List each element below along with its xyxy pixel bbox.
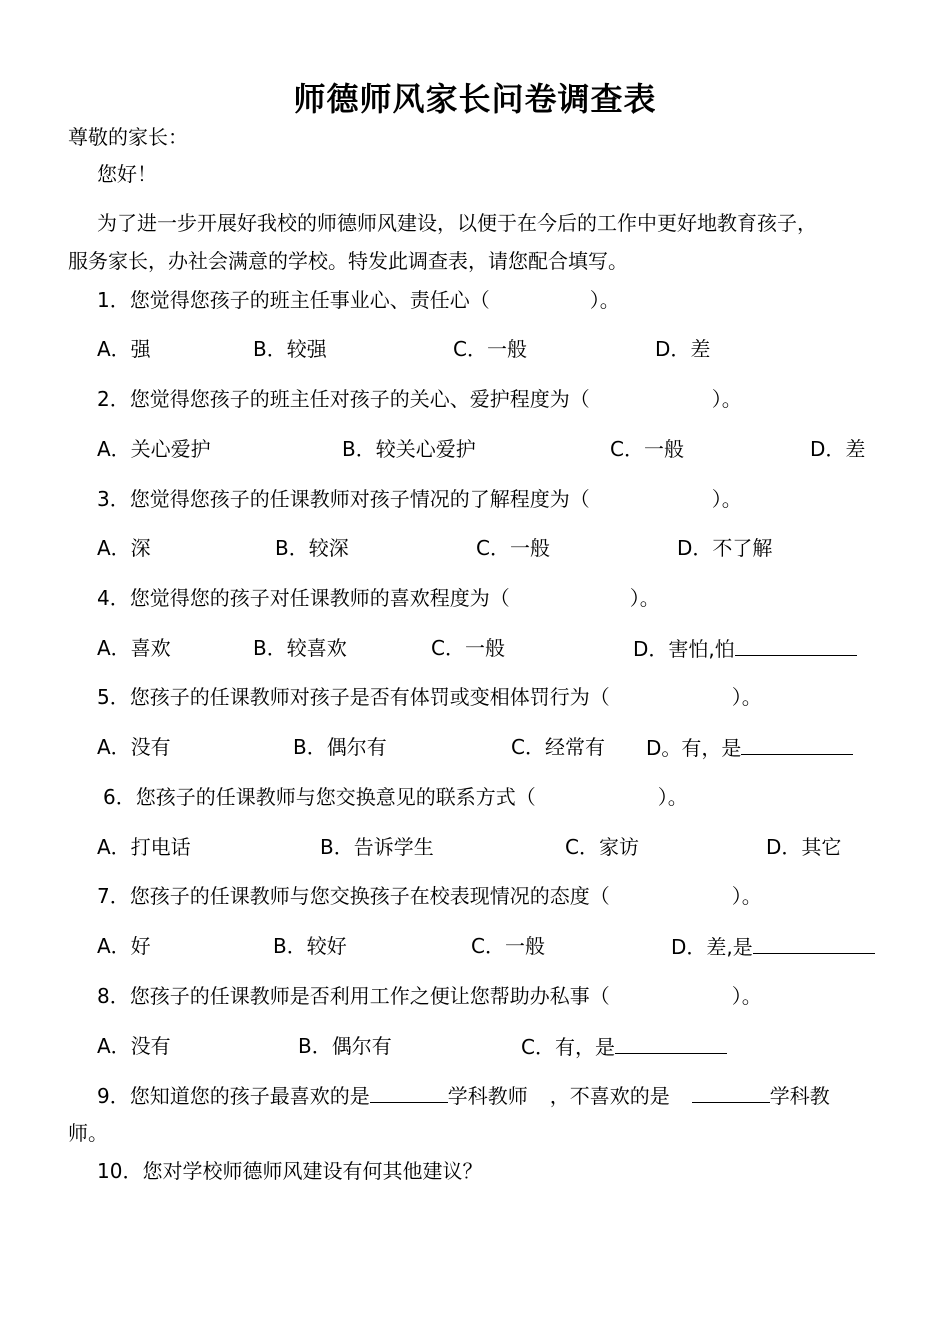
question-6-text: 6．您孩子的任课教师与您交换意见的联系方式（ bbox=[103, 785, 536, 809]
question-1-text: 1．您觉得您孩子的班主任事业心、责任心（ bbox=[97, 288, 490, 312]
q1-option-a[interactable]: A．强 bbox=[97, 337, 151, 361]
q9-disliked-subject-blank[interactable] bbox=[692, 1082, 770, 1103]
q4-option-b[interactable]: B．较喜欢 bbox=[253, 636, 347, 660]
q2-option-c[interactable]: C．一般 bbox=[610, 437, 684, 461]
question-3-text: 3．您觉得您孩子的任课教师对孩子情况的了解程度为（ bbox=[97, 487, 590, 511]
question-9-part-1: 9．您知道您的孩子最喜欢的是 bbox=[97, 1084, 370, 1108]
question-5 bbox=[97, 684, 762, 710]
q2-option-d[interactable]: D．差 bbox=[810, 437, 866, 461]
question-3 bbox=[97, 486, 742, 512]
question-3-close: ）。 bbox=[711, 487, 742, 511]
question-1 bbox=[97, 287, 620, 313]
question-7 bbox=[97, 883, 762, 909]
q9-favorite-subject-blank[interactable] bbox=[370, 1082, 448, 1103]
intro-line-1: 为了进一步开展好我校的师德师风建设，以便于在今后的工作中更好地教育孩子， bbox=[97, 211, 817, 235]
question-6-close: ）。 bbox=[657, 785, 688, 809]
q3-option-c[interactable]: C．一般 bbox=[476, 536, 550, 560]
question-4-text: 4．您觉得您的孩子对任课教师的喜欢程度为（ bbox=[97, 586, 510, 610]
q3-option-d[interactable]: D．不了解 bbox=[677, 536, 773, 560]
q2-option-b[interactable]: B．较关心爱护 bbox=[342, 437, 476, 461]
q6-option-b[interactable]: B．告诉学生 bbox=[320, 835, 434, 859]
question-1-close: ）。 bbox=[589, 288, 620, 312]
question-10: 10．您对学校师德师风建设有何其他建议？ bbox=[97, 1159, 483, 1183]
q1-option-d[interactable]: D．差 bbox=[655, 337, 711, 361]
q1-option-b[interactable]: B．较强 bbox=[253, 337, 327, 361]
salutation: 尊敬的家长： bbox=[68, 125, 188, 149]
q8-option-c[interactable] bbox=[521, 1033, 727, 1060]
q8-option-b[interactable]: B．偶尔有 bbox=[298, 1034, 392, 1058]
q6-option-d[interactable]: D．其它 bbox=[766, 835, 842, 859]
question-9-part-3: ，不喜欢的是 bbox=[549, 1084, 670, 1108]
question-9-part-2: 学科教师 bbox=[447, 1084, 528, 1108]
q2-option-a[interactable]: A．关心爱护 bbox=[97, 437, 211, 461]
q7-option-d-label: D．差,是 bbox=[671, 935, 753, 959]
q7-option-d[interactable] bbox=[671, 933, 875, 960]
question-4 bbox=[97, 585, 660, 611]
q1-option-c[interactable]: C．一般 bbox=[453, 337, 527, 361]
question-5-text: 5．您孩子的任课教师对孩子是否有体罚或变相体罚行为（ bbox=[97, 685, 610, 709]
question-8-text: 8．您孩子的任课教师是否利用工作之便让您帮助办私事（ bbox=[97, 984, 610, 1008]
page-title: 师德师风家长问卷调查表 bbox=[293, 80, 657, 118]
q7-option-a[interactable]: A．好 bbox=[97, 934, 151, 958]
q8-fill-blank[interactable] bbox=[615, 1033, 727, 1054]
question-8 bbox=[97, 983, 762, 1009]
q10-answer-area[interactable] bbox=[97, 1196, 887, 1306]
q4-option-d[interactable] bbox=[633, 635, 857, 662]
question-7-close: ）。 bbox=[731, 884, 762, 908]
question-6 bbox=[103, 784, 688, 810]
q6-option-c[interactable]: C．家访 bbox=[565, 835, 639, 859]
q3-option-b[interactable]: B．较深 bbox=[275, 536, 349, 560]
q5-option-c[interactable]: C．经常有 bbox=[511, 735, 605, 759]
question-9-part-4: 学科教 bbox=[769, 1084, 830, 1108]
q4-option-a[interactable]: A．喜欢 bbox=[97, 636, 171, 660]
q5-option-b[interactable]: B．偶尔有 bbox=[293, 735, 387, 759]
q4-option-d-label: D．害怕,怕 bbox=[633, 637, 735, 661]
q8-option-c-label: C．有，是 bbox=[521, 1035, 615, 1059]
q6-option-a[interactable]: A．打电话 bbox=[97, 835, 191, 859]
question-8-close: ）。 bbox=[731, 984, 762, 1008]
q7-option-b[interactable]: B．较好 bbox=[273, 934, 347, 958]
q8-option-a[interactable]: A．没有 bbox=[97, 1034, 171, 1058]
question-5-close: ）。 bbox=[731, 685, 762, 709]
q7-fill-blank[interactable] bbox=[753, 933, 875, 954]
q7-option-c[interactable]: C．一般 bbox=[471, 934, 545, 958]
question-2-text: 2．您觉得您孩子的班主任对孩子的关心、爱护程度为（ bbox=[97, 387, 590, 411]
question-4-close: ）。 bbox=[629, 586, 660, 610]
question-9 bbox=[97, 1082, 830, 1109]
question-2 bbox=[97, 386, 742, 412]
q5-option-a[interactable]: A．没有 bbox=[97, 735, 171, 759]
question-7-text: 7．您孩子的任课教师与您交换孩子在校表现情况的态度（ bbox=[97, 884, 610, 908]
q5-option-d[interactable] bbox=[646, 734, 853, 761]
intro-line-2: 服务家长，办社会满意的学校。特发此调查表，请您配合填写。 bbox=[68, 249, 628, 273]
q4-fill-blank[interactable] bbox=[735, 635, 857, 656]
q3-option-a[interactable]: A．深 bbox=[97, 536, 151, 560]
question-2-close: ）。 bbox=[711, 387, 742, 411]
q5-fill-blank[interactable] bbox=[741, 734, 853, 755]
greeting: 您好！ bbox=[97, 162, 157, 186]
q5-option-d-label: D。有，是 bbox=[646, 736, 742, 760]
question-9-continued: 师。 bbox=[68, 1121, 108, 1145]
q4-option-c[interactable]: C．一般 bbox=[431, 636, 505, 660]
